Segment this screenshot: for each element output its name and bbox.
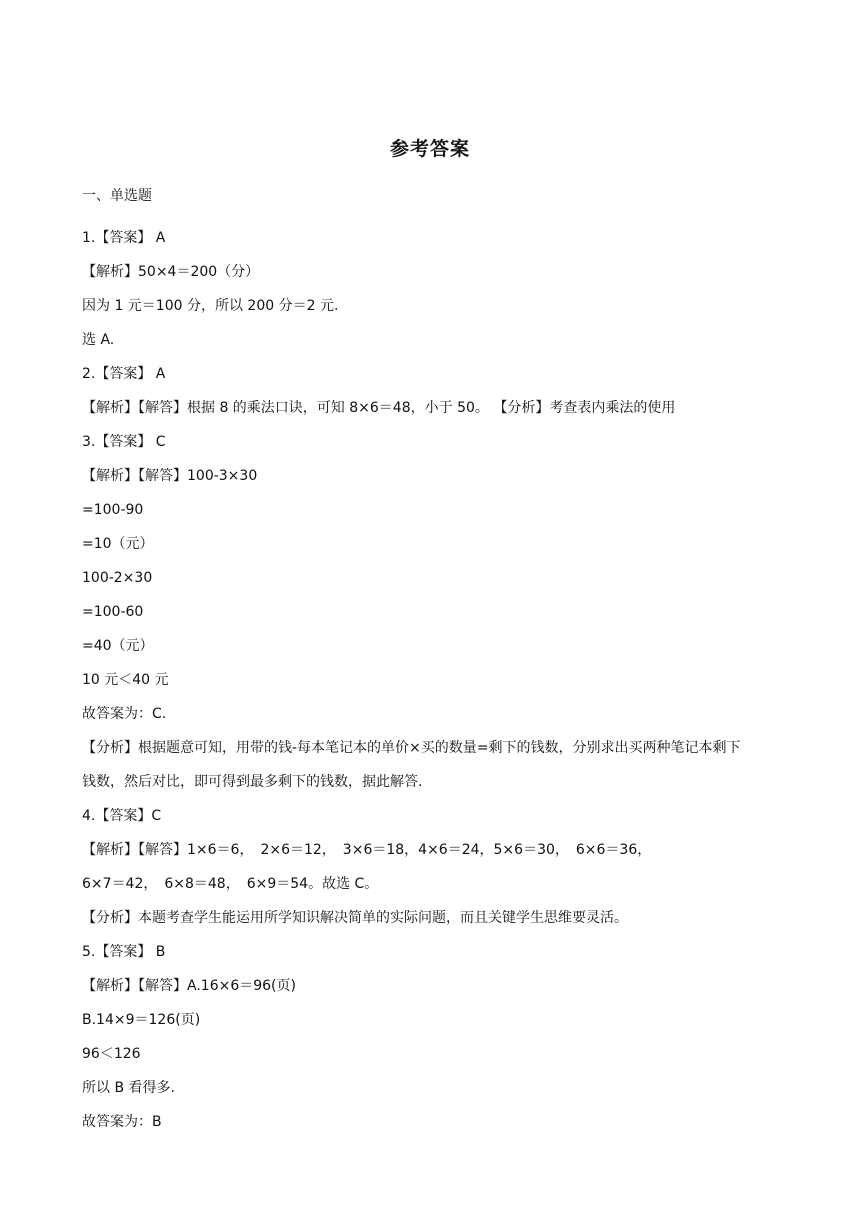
answer-line: 钱数，然后对比，即可得到最多剩下的钱数，据此解答. — [82, 774, 423, 790]
answer-line: 10 元＜40 元 — [82, 672, 169, 688]
answer-line: =10（元） — [82, 536, 154, 552]
answer-line: 【解析】【解答】A.16×6＝96(页) — [82, 978, 296, 994]
answer-line: B.14×9＝126(页) — [82, 1012, 201, 1028]
answer-line: 【解析】50×4＝200（分） — [82, 264, 260, 280]
answer-line: 选 A. — [82, 332, 115, 348]
answer-line: 【解析】【解答】1×6＝6， 2×6＝12， 3×6＝18，4×6＝24，5×6＝30， 6×6＝36， — [82, 842, 652, 858]
answer-line: 故答案为：C. — [82, 706, 167, 722]
answer-line: 6×7＝42， 6×8＝48， 6×9＝54。故选 C。 — [82, 876, 379, 892]
answer-line: 4.【答案】C — [82, 808, 162, 824]
page-title: 参考答案 — [389, 138, 470, 160]
answer-line: =40（元） — [82, 638, 154, 654]
answer-line: 【解析】【解答】根据 8 的乘法口诀，可知 8×6＝48，小于 50。 【分析】考查表内乘法的使用 — [82, 400, 676, 416]
answer-line: 3.【答案】 C — [82, 434, 166, 450]
answer-line: 5.【答案】 B — [82, 944, 166, 960]
answer-line: 因为 1 元＝100 分，所以 200 分＝2 元. — [82, 298, 339, 314]
answer-line: 96＜126 — [82, 1046, 141, 1062]
answer-line: 1.【答案】 A — [82, 230, 166, 246]
answer-line: 2.【答案】 A — [82, 366, 166, 382]
answer-line: =100-90 — [82, 502, 144, 518]
answer-line: =100-60 — [82, 604, 144, 620]
section-heading: 一、单选题 — [82, 188, 152, 204]
answer-line: 【分析】根据题意可知，用带的钱-每本笔记本的单价×买的数量=剩下的钱数，分别求出买两种笔记本剩下 — [82, 740, 741, 756]
answer-line: 【解析】【解答】100-3×30 — [82, 468, 258, 484]
answer-content — [82, 228, 782, 1146]
answer-line: 【分析】本题考查学生能运用所学知识解决简单的实际问题，而且关键学生思维要灵活。 — [82, 910, 628, 926]
answer-line: 100-2×30 — [82, 570, 153, 586]
answer-line: 所以 B 看得多. — [82, 1080, 175, 1096]
answer-line: 故答案为：B — [82, 1114, 162, 1130]
